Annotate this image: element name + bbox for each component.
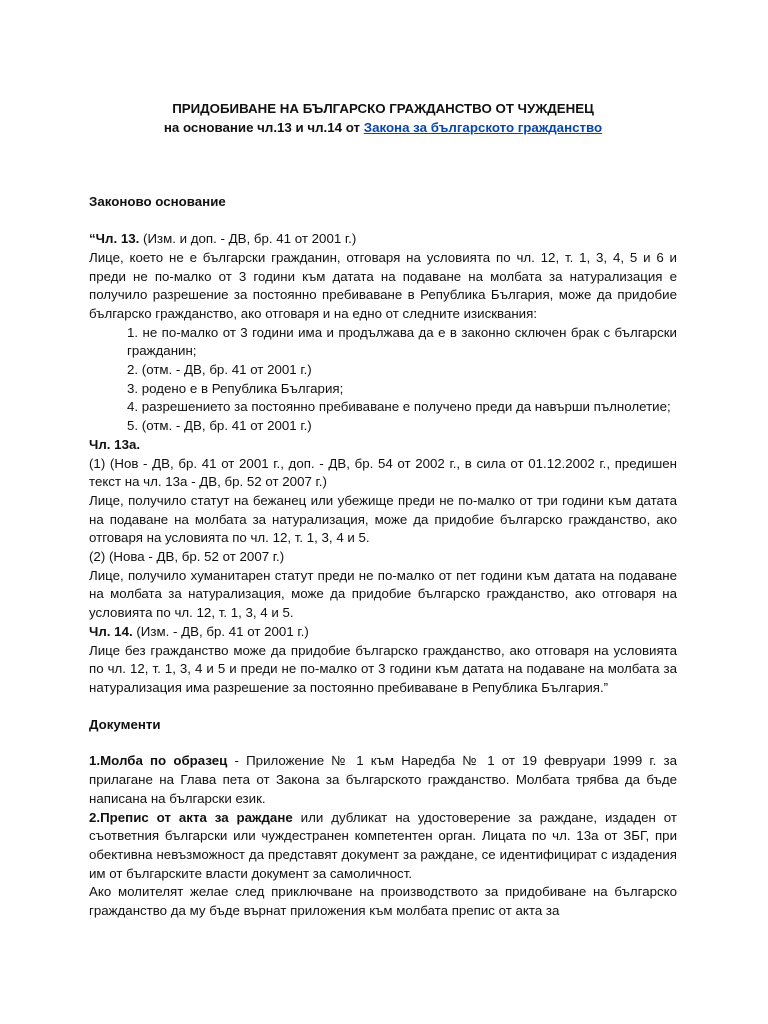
- art13a-p2-note: (2) (Нова - ДВ, бр. 52 от 2007 г.): [89, 549, 285, 565]
- art13-heading: [89, 230, 677, 249]
- legal-basis-heading: Законово основание: [89, 194, 226, 210]
- document-item-text: или дубликат на удостоверение за раждане, издаден от съответния български или чуждестранен компетентен орган. Лицата по чл. 13а от ЗБГ, при обективна невъзможност да представят документ за раждане, се идентифицират с издадения им от българските власти документ за самоличност.: [89, 809, 677, 881]
- document-item-text: - Приложение № 1 към Наредба № 1 от 19 февруари 1999 г. за прилагане на Глава пета от Закона за българското гражданство. Молбата трябва да бъде написана на български език.: [89, 753, 677, 806]
- art13a-p2-text: Лице, получило хуманитарен статут преди не по-малко от пет години към датата на подаване на молбата за натурализация, може да придобие българско гражданство, ако отговаря на условията по чл. 12, т. 1, 3, 4 и 5.: [89, 567, 677, 621]
- document-item-label: 2.Препис от акта за раждане: [89, 809, 293, 825]
- art13a-label: Чл. 13а.: [89, 436, 141, 452]
- page-subtitle: [89, 119, 677, 138]
- art13a-p1-text: Лице, получило статут на бежанец или убежище преди не по-малко от три години към датата на подаване на молбата за натурализация, може да придобие българско гражданство, ако отговаря на условията по чл. 12, т. 1, 3, 4 и 5.: [89, 492, 677, 546]
- citizenship-law-link[interactable]: Закона за българското гражданство: [363, 119, 603, 135]
- art13-item: 3. родено е в Република България;: [127, 380, 344, 396]
- art14-heading: [89, 623, 677, 642]
- art13-item: 2. (отм. - ДВ, бр. 41 от 2001 г.): [127, 362, 312, 378]
- document-item-1: [89, 752, 677, 808]
- art13a-p1-note: (1) (Нов - ДВ, бр. 41 от 2001 г., доп. - ДВ, бр. 54 от 2002 г., в сила от 01.12.2002 г., предишен текст на чл. 13а - ДВ, бр. 52 от 2007 г.): [89, 455, 677, 490]
- art13-note: (Изм. и доп. - ДВ, бр. 41 от 2001 г.): [143, 231, 357, 247]
- document-page: [89, 100, 677, 921]
- art13-label: “Чл. 13.: [89, 231, 140, 247]
- art13-text: Лице, което не е български гражданин, отговаря на условията по чл. 12, т. 1, 3, 4, 5 и 6 и преди не по-малко от 3 години към датата на подаване на молбата за натурализация е получило разрешение за постоянно пребиваване в Република България, може да придобие българско гражданство, ако отговаря и на едно от следните изисквания:: [89, 249, 677, 321]
- art14-note: (Изм. - ДВ, бр. 41 от 2001 г.): [136, 623, 309, 639]
- art14-text: Лице без гражданство може да придобие българско гражданство, ако отговаря на условията по чл. 12, т. 1, 3, 4 и 5 и преди не по-малко от 3 години към датата на подаване на молбата за натурализация има разрешение за постоянно пребиваване в Република България.”: [89, 642, 677, 695]
- document-item-label: 1.Молба по образец: [89, 753, 228, 769]
- documents-extra-text: Ако молителят желае след приключване на производството за придобиване на българско гражданство да му бъде върнат приложения към молбата препис от акта за: [89, 884, 677, 919]
- page-title: ПРИДОБИВАНЕ НА БЪЛГАРСКО ГРАЖДАНСТВО ОТ ЧУЖДЕНЕЦ: [172, 101, 594, 116]
- art14-label: Чл. 14.: [89, 623, 133, 639]
- subtitle-prefix: на основание чл.13 и чл.14 от: [163, 119, 361, 135]
- documents-heading: Документи: [89, 716, 161, 732]
- document-item-2: [89, 809, 677, 884]
- art13-item: 5. (отм. - ДВ, бр. 41 от 2001 г.): [127, 418, 312, 434]
- art13-item: 4. разрешението за постоянно пребиваване е получено преди да навърши пълнолетие;: [127, 399, 671, 415]
- art13-items: [89, 324, 677, 436]
- art13-item: 1. не по-малко от 3 години има и продължава да е в законно сключен брак с български гражданин;: [127, 324, 677, 359]
